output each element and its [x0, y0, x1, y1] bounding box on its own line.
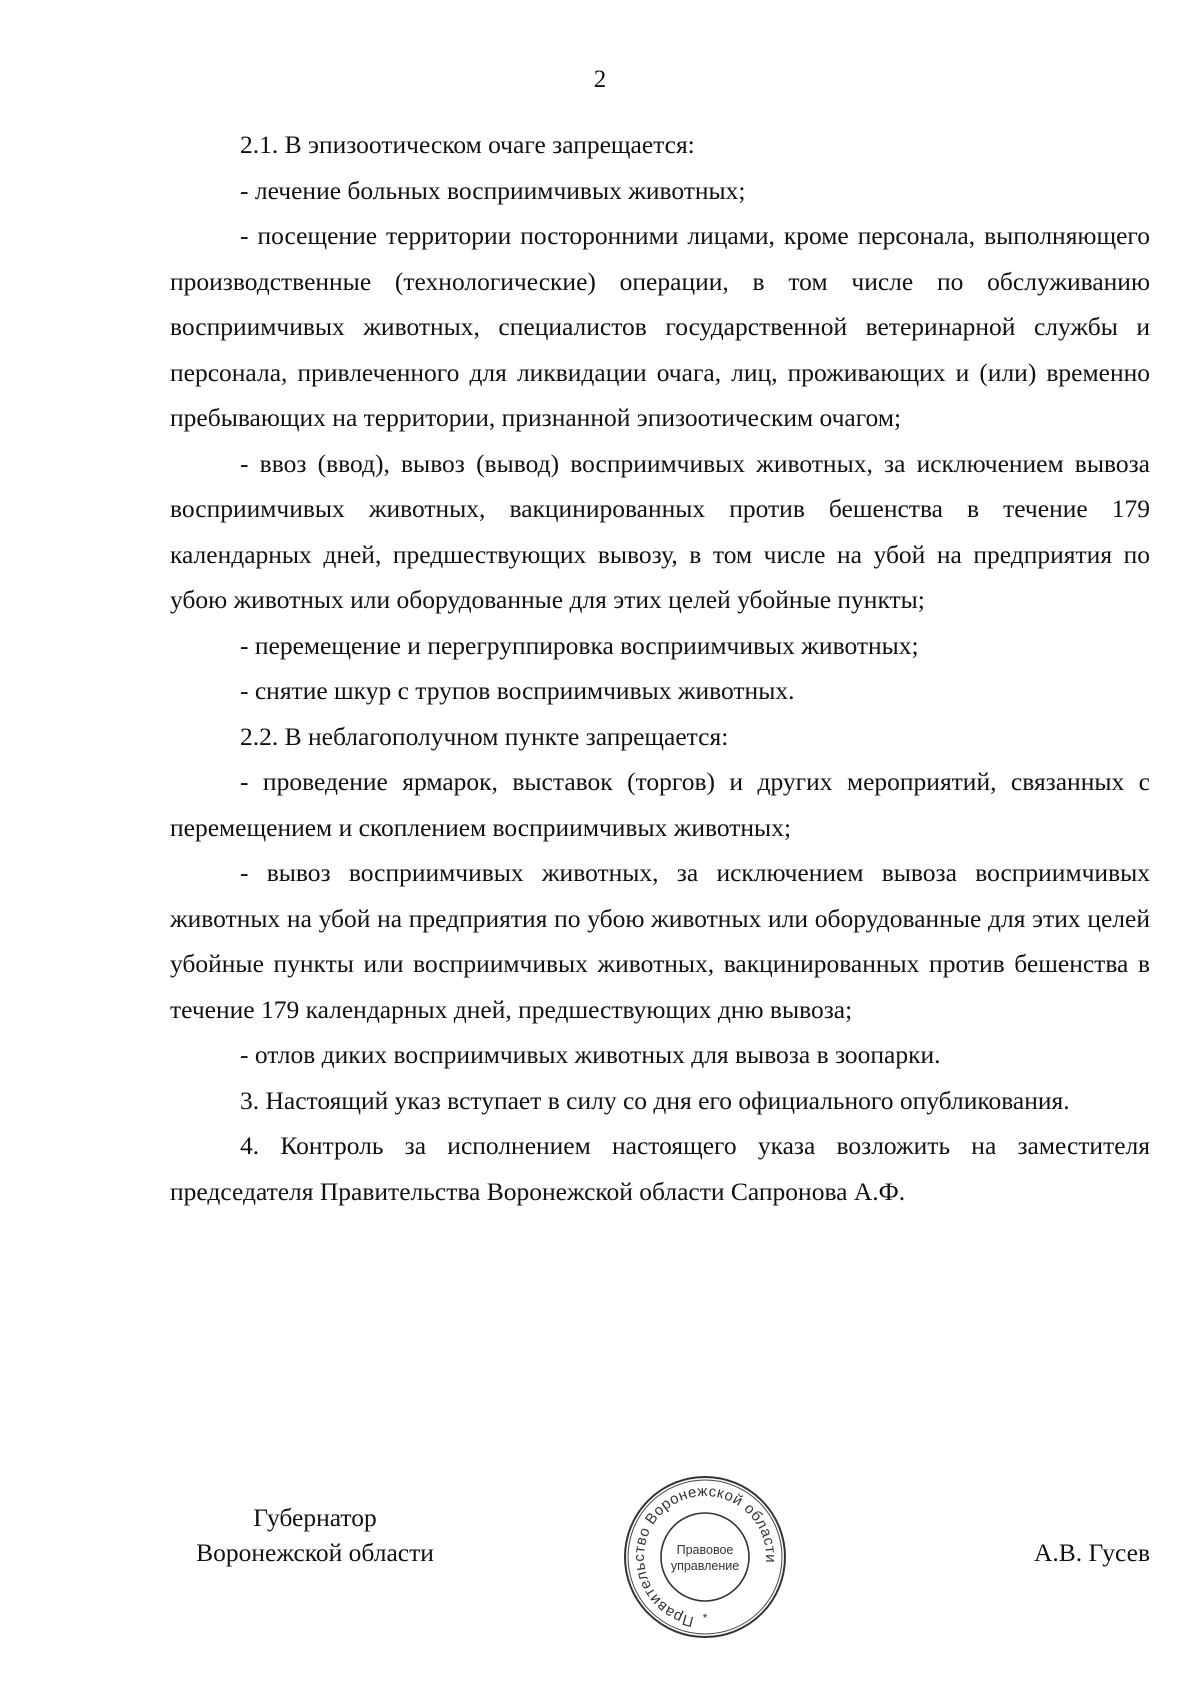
signature-block [0, 1482, 1200, 1640]
signatory-name: А.В. Гусев [1033, 1538, 1150, 1567]
paragraph: - лечение больных восприимчивых животных; [240, 175, 746, 205]
paragraph: 2.2. В неблагополучном пункте запрещается: [240, 721, 729, 751]
stamp-star: * [702, 1611, 708, 1625]
paragraph: - отлов диких восприимчивых животных для вывоза в зоопарки. [240, 1040, 941, 1069]
stamp-ring-text: Правительство Воронежской области [630, 1482, 780, 1630]
paragraph: 2.1. В эпизоотическом очаге запрещается: [240, 130, 695, 159]
paragraph: - проведение ярмарок, выставок (торгов) и других мероприятий, связанных с перемещением и скоплением восприимчивых животных; [170, 767, 1150, 842]
signatory-title-line-1: Губернатор [253, 1503, 377, 1532]
paragraph: - снятие шкур с трупов восприимчивых животных. [240, 676, 795, 705]
paragraph: - ввоз (ввод), вывоз (вывод) восприимчивых животных, за исключением вывоза восприимчивых животных, вакцинированных против бешенства в течение 179 календарных дней, предшествующих вывозу, в том числе на убой на предприятия по убою животных или оборудованные для этих целей убойные пункты; [170, 448, 1150, 614]
stamp-center-line-1: Правовое [676, 1543, 734, 1557]
document-body [170, 122, 1150, 1214]
signatory-title [170, 1500, 460, 1570]
paragraph: 4. Контроль за исполнением настоящего указа возложить на заместителя председателя Правительства Воронежской области Сапронова А.Ф. [170, 1131, 1150, 1206]
paragraph: - посещение территории посторонними лицами, кроме персонала, выполняющего производственные (технологические) операции, в том числе по обслуживанию восприимчивых животных, специалистов государственной ветеринарной службы и персонала, привлеченного для ликвидации очага, лиц, проживающих и (или) временно пребывающих на территории, признанной эпизоотическим очагом; [170, 221, 1150, 432]
stamp-center-line-2: управление [670, 1559, 740, 1573]
signatory-title-line-2: Воронежской области [196, 1538, 434, 1567]
paragraph: - перемещение и перегруппировка восприимчивых животных; [240, 630, 919, 660]
official-stamp [620, 1472, 790, 1642]
paragraph: 3. Настоящий указ вступает в силу со дня его официального опубликования. [240, 1085, 1070, 1115]
page-number: 2 [593, 66, 607, 93]
paragraph: - вывоз восприимчивых животных, за исключением вывоза восприимчивых животных на убой на предприятия по убою животных или оборудованные для этих целей убойные пункты или восприимчивых животных, вакцинированных против бешенства в течение 179 календарных дней, предшествующих дню вывоза; [170, 858, 1150, 1024]
